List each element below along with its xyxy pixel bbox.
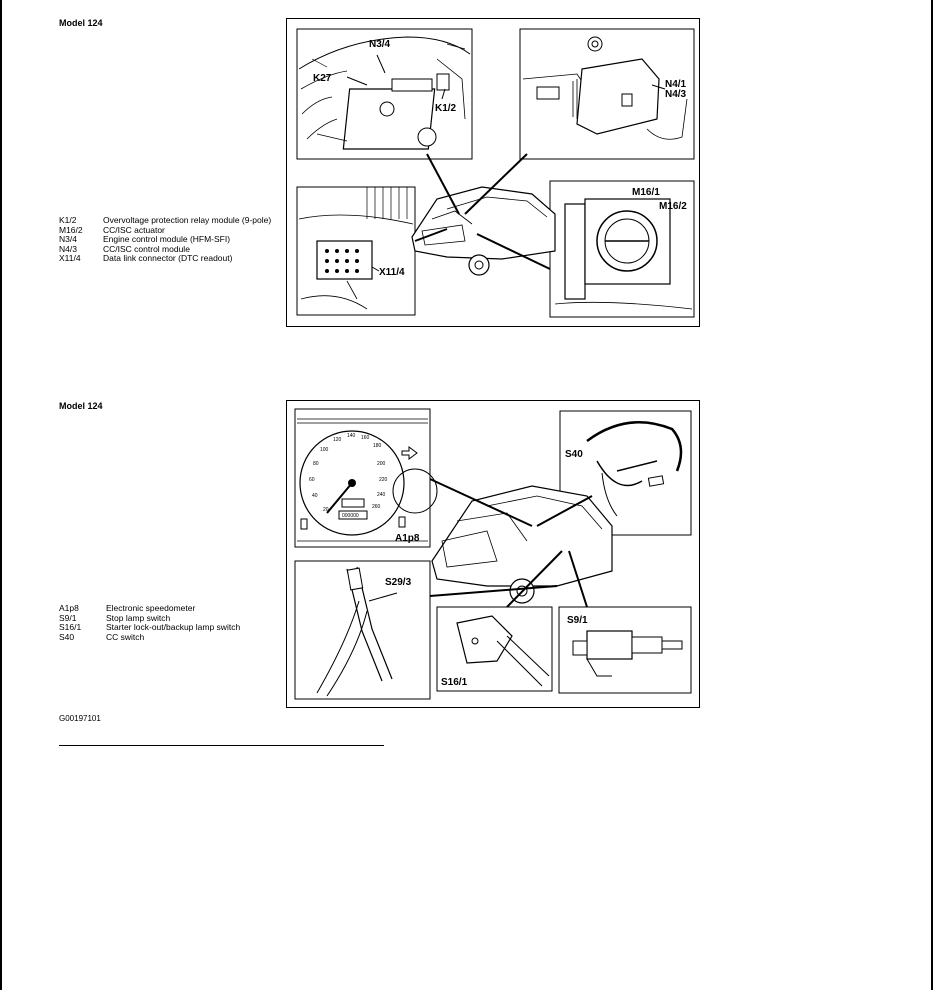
callout-x11-4: X11/4 — [379, 267, 405, 278]
legend-description: Overvoltage protection relay module (9-pole) — [103, 215, 272, 225]
speed-tick-140: 140 — [347, 433, 356, 439]
legend-row — [59, 633, 240, 643]
legend-description: CC/ISC control module — [103, 243, 190, 254]
callout-s9-1: S9/1 — [567, 615, 588, 626]
odometer-readout: 000000 — [342, 513, 359, 519]
page-left-border — [0, 0, 2, 990]
callout-s40: S40 — [565, 449, 583, 460]
callout-k1-2: K1/2 — [435, 103, 457, 114]
legend-code: X11/4 — [59, 253, 81, 264]
legend-description: Electronic speedometer — [106, 603, 196, 613]
legend-description: CC/ISC actuator — [103, 224, 165, 235]
speed-tick-180: 180 — [373, 443, 382, 449]
section-2-legend — [59, 604, 240, 642]
vehicle-outline — [432, 486, 612, 603]
legend-row — [59, 216, 271, 226]
speed-tick-60: 60 — [309, 477, 315, 483]
legend-code: A1p8 — [59, 603, 79, 613]
speed-tick-260: 260 — [372, 504, 381, 510]
speed-tick-80: 80 — [313, 461, 319, 467]
figure-2-drawing — [287, 401, 701, 709]
inset-pedal-switch — [295, 561, 430, 699]
legend-description: Data link connector (DTC readout) — [103, 253, 233, 264]
inset-data-link-connector — [297, 187, 415, 315]
legend-row — [59, 254, 271, 264]
legend-code: S9/1 — [59, 612, 77, 623]
section-1-legend — [59, 216, 271, 264]
legend-code: N3/4 — [59, 234, 77, 245]
section-1-title: Model 124 — [59, 18, 103, 28]
callout-n4-1: N4/1 — [665, 79, 687, 90]
callout-s29-3: S29/3 — [385, 577, 412, 588]
legend-description: Engine control module (HFM-SFI) — [103, 234, 231, 245]
callout-m16-1: M16/1 — [632, 187, 660, 198]
legend-code: M16/2 — [59, 224, 83, 235]
callout-a1p8: A1p8 — [395, 533, 420, 544]
legend-description: Starter lock-out/backup lamp switch — [106, 622, 241, 633]
inset-engine-compartment — [297, 29, 472, 159]
figure-1-drawing — [287, 19, 701, 328]
legend-code: S16/1 — [59, 622, 82, 633]
speed-tick-200: 200 — [377, 461, 386, 467]
inset-speedometer — [295, 409, 437, 547]
inset-throttle-actuator — [550, 181, 694, 317]
page-right-border — [931, 0, 933, 990]
legend-code: K1/2 — [59, 215, 77, 225]
callout-s16-1: S16/1 — [441, 677, 468, 688]
speed-tick-160: 160 — [361, 435, 370, 441]
legend-description: Stop lamp switch — [106, 612, 171, 623]
speed-tick-100: 100 — [320, 447, 329, 453]
component-locator-figure-2 — [286, 400, 700, 708]
callout-n3-4: N3/4 — [369, 39, 391, 50]
callout-n4-3: N4/3 — [665, 89, 687, 100]
callout-m16-2: M16/2 — [659, 201, 687, 212]
speed-tick-20: 20 — [323, 507, 329, 513]
legend-code: N4/3 — [59, 243, 77, 254]
speed-tick-240: 240 — [377, 492, 386, 498]
speed-tick-220: 220 — [379, 477, 388, 483]
inset-control-module — [520, 29, 694, 159]
inset-stop-lamp-switch — [559, 607, 691, 693]
inset-selector-switch — [437, 607, 552, 691]
component-locator-figure-1 — [286, 18, 700, 327]
speed-tick-120: 120 — [333, 437, 342, 443]
figure-id: G00197101 — [59, 714, 101, 723]
footer-rule — [59, 745, 384, 746]
speed-tick-40: 40 — [312, 493, 318, 499]
legend-row — [59, 623, 240, 633]
legend-description: CC switch — [106, 631, 145, 642]
callout-k27: K27 — [313, 73, 332, 84]
legend-code: S40 — [59, 631, 75, 642]
section-2-title: Model 124 — [59, 401, 103, 411]
